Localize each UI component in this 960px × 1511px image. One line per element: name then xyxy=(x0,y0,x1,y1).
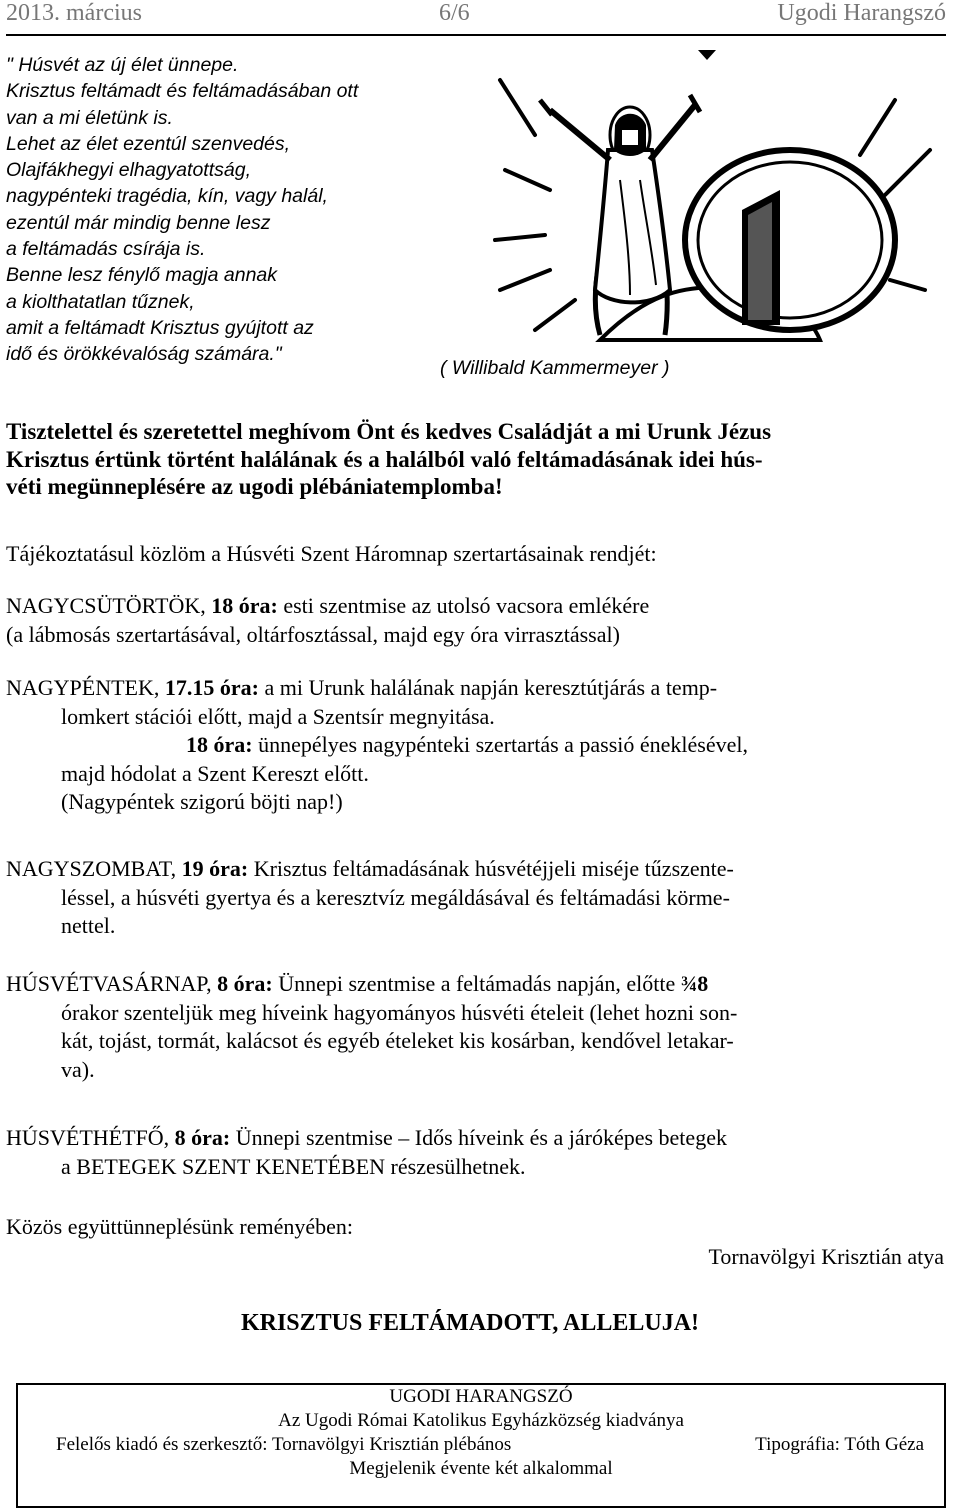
poem-line: idő és örökkévalóság számára." xyxy=(6,343,282,366)
schedule-text: (a lábmosás szertartásával, oltárfosztással, majd egy óra virrasztással) xyxy=(6,621,620,647)
schedule-saturday xyxy=(6,855,946,941)
day-label: NAGYCSÜTÖRTÖK, xyxy=(6,593,212,618)
schedule-text: lomkert stációi előtt, majd a Szentsír megnyitása. xyxy=(61,703,495,729)
header-title: Ugodi Harangszó xyxy=(777,0,946,26)
alleluia-heading: KRISZTUS FELTÁMADOTT, ALLELUJA! xyxy=(240,1310,700,1336)
poem-line: ezentúl már mindig benne lesz xyxy=(6,211,271,234)
time-label: 8 óra: xyxy=(174,1125,231,1150)
footer-name: UGODI HARANGSZÓ xyxy=(389,1386,573,1407)
schedule-text: kát, tojást, tormát, kalácsot és egyéb ételeket kis kosárban, kendővel letakar- xyxy=(61,1028,734,1053)
schedule-text: órakor szenteljük meg híveink hagyományos húsvéti ételeit (lehet hozni son- xyxy=(61,999,738,1025)
schedule-text: Krisztus feltámadásának húsvétéjjeli miséje tűzszente- xyxy=(248,856,734,881)
poem-line: a feltámadás csírája is. xyxy=(6,238,206,261)
schedule-thursday xyxy=(6,592,946,649)
poem-quote xyxy=(6,52,426,368)
schedule-text: léssel, a húsvéti gyertya és a keresztvíz megáldásával és feltámadási körme- xyxy=(61,884,730,910)
signature: Tornavölgyi Krisztián atya xyxy=(708,1244,944,1269)
schedule-text: a mi Urunk halálának napján keresztútjárás a temp- xyxy=(258,675,718,700)
schedule-text: majd hódolat a Szent Kereszt előtt. xyxy=(61,760,369,786)
schedule-intro: Tájékoztatásul közlöm a Húsvéti Szent Háromnap szertartásainak rendjét: xyxy=(6,541,657,566)
poem-line: a kiolthatatlan tűznek, xyxy=(6,290,195,313)
invitation-text xyxy=(6,418,946,501)
footer-publisher: Az Ugodi Római Katolikus Egyházközség kiadványa xyxy=(278,1410,684,1431)
schedule-monday xyxy=(6,1124,946,1181)
schedule-text: a BETEGEK SZENT KENETÉBEN részesülhetnek. xyxy=(61,1153,526,1179)
time-label: 17.15 óra: xyxy=(164,675,259,700)
footer-typography: Tipográfia: Tóth Géza xyxy=(755,1434,924,1455)
poem-line: Olajfákhegyi elhagyatottság, xyxy=(6,159,251,182)
invitation-line: Krisztus értünk történt halálának és a halálból való feltámadásának idei hús- xyxy=(6,446,763,472)
header-page-number: 6/6 xyxy=(439,0,470,26)
schedule-friday xyxy=(6,674,946,817)
schedule-text: ünnepélyes nagypénteki szertartás a passió éneklésével, xyxy=(252,732,749,757)
poem-line: Benne lesz fénylő magja annak xyxy=(6,264,278,287)
footer-frequency: Megjelenik évente két alkalommal xyxy=(349,1458,613,1479)
footer-box xyxy=(16,1383,946,1508)
day-label: NAGYPÉNTEK, xyxy=(6,675,165,700)
poem-line: " Húsvét az új élet ünnepe. xyxy=(6,54,239,76)
day-label: HÚSVÉTVASÁRNAP, xyxy=(6,971,218,996)
time-label: 19 óra: xyxy=(181,856,249,881)
time-label: 18 óra: xyxy=(211,593,278,618)
header-date: 2013. március xyxy=(6,0,142,26)
schedule-text: nettel. xyxy=(61,913,116,938)
day-label: NAGYSZOMBAT, xyxy=(6,856,182,881)
time-label: 8 óra: xyxy=(217,971,273,996)
poem-line: Lehet az élet ezentúl szenvedés, xyxy=(6,132,291,155)
resurrection-illustration xyxy=(480,40,950,350)
poem-line: amit a feltámadt Krisztus gyújtott az xyxy=(6,316,314,339)
day-label: HÚSVÉTHÉTFŐ, xyxy=(6,1125,175,1150)
page-header xyxy=(6,0,946,36)
schedule-sunday xyxy=(6,970,946,1084)
schedule-text: Ünnepi szentmise a feltámadás napján, előtte xyxy=(272,971,681,996)
time-label: ¾8 xyxy=(680,971,709,996)
invitation-line: Tisztelettel és szeretettel meghívom Önt és kedves Családját a mi Urunk Jézus xyxy=(6,419,772,444)
poem-line: nagypénteki tragédia, kín, vagy halál, xyxy=(6,185,328,208)
schedule-text: Ünnepi szentmise – Idős híveink és a járóképes betegek xyxy=(230,1125,727,1150)
invitation-line: véti megünneplésére az ugodi plébániatemplomba! xyxy=(6,474,503,499)
schedule-text: va). xyxy=(61,1056,95,1082)
poem-line: Krisztus feltámadt és feltámadásában ott xyxy=(6,80,359,103)
footer-editor: Felelős kiadó és szerkesztő: Tornavölgyi Krisztián plébános xyxy=(56,1434,512,1455)
closing-line: Közös együttünneplésünk reményében: xyxy=(6,1214,354,1239)
poem-line: van a mi életünk is. xyxy=(6,106,173,129)
time-label: 18 óra: xyxy=(186,732,253,757)
schedule-text: esti szentmise az utolsó vacsora emlékére xyxy=(277,593,650,618)
schedule-text: (Nagypéntek szigorú böjti nap!) xyxy=(61,789,343,814)
image-credit: ( Willibald Kammermeyer ) xyxy=(440,357,670,379)
